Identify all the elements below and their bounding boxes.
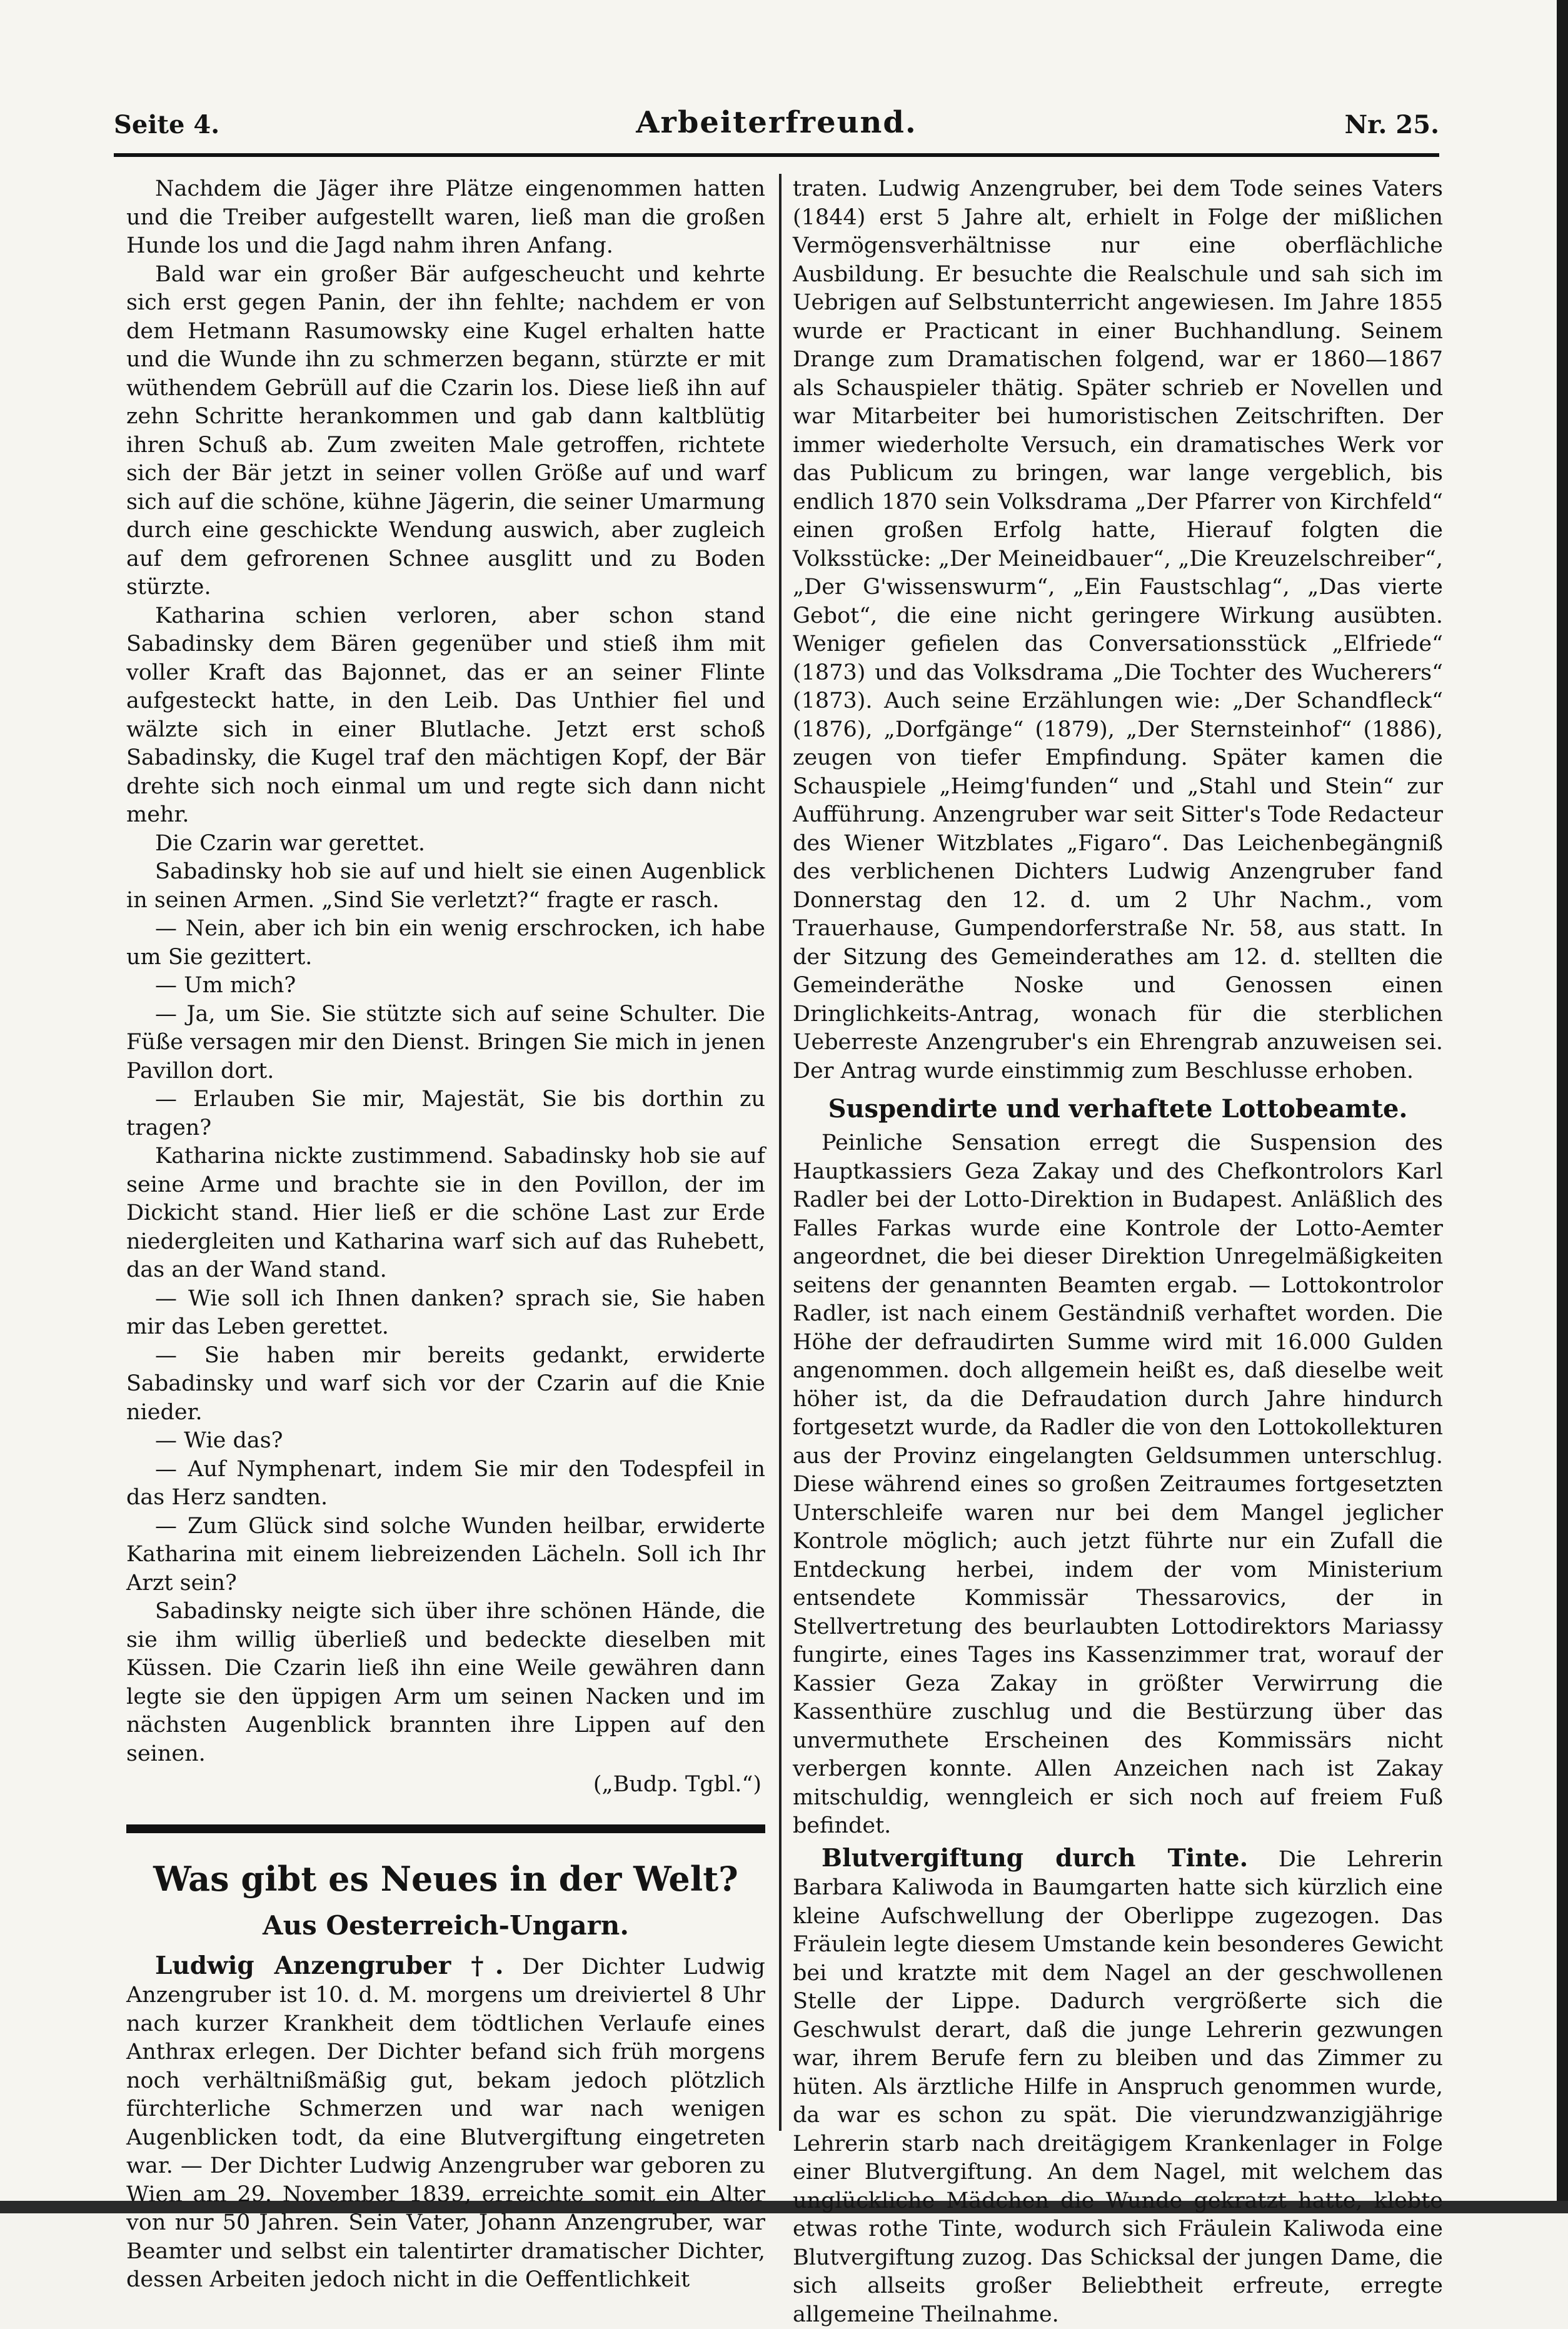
story-paragraph: — Wie soll ich Ihnen danken? sprach sie, Sie haben mir das Leben gerettet. (126, 1285, 765, 1342)
story-paragraph: Katharina nickte zustimmend. Sabadinsky hob sie auf seine Arme und brachte sie in den Povillon, der im Dickicht stand. Hier ließ er die schöne Last zur Erde niedergleiten und Katharina warf sich auf das Ruhebett, das an der Wand stand. (126, 1142, 765, 1285)
running-head (114, 100, 1439, 150)
subsection-title: Aus Oesterreich-Ungarn. (126, 1907, 765, 1944)
newspaper-title: Arbeiterfreund. (114, 105, 1439, 140)
left-column (126, 175, 765, 2295)
article-lead: Blutvergiftung durch Tinte. (822, 1844, 1248, 1873)
article-anzengruber (126, 1952, 765, 2295)
article-text: Die Lehrerin Barbara Kaliwoda in Baumgarten hatte sich kürzlich eine kleine Aufschwellung der Oberlippe zugezogen. Das Fräulein legte diesem Umstande kein besonderes Gewicht bei und kratzte mit dem Nagel an der geschwollenen Stelle der Lippe. Dadurch vergrößerte sich die Geschwulst derart, daß die junge Lehrerin gezwungen war, ihrem Berufe fern zu bleiben und das Zimmer zu hüten. Als ärztliche Hilfe in Anspruch genommen wurde, da war es schon zu spät. Die vierundzwanzigjährige Lehrerin starb nach dreitägigem Krankenlager in Folge einer Blutvergiftung. An dem Nagel, mit welchem das unglückliche Mädchen die Wunde gekratzt hatte, klebte etwas rothe Tinte, wodurch sich Fräulein Kaliwoda eine Blutvergiftung zuzog. Das Schicksal der jungen Dame, die sich allseits großer Beliebtheit erfreute, erregte allgemeine Theilnahme. (793, 1847, 1443, 2327)
article-lotto: Peinliche Sensation erregt die Suspension des Hauptkassiers Geza Zakay und des Chefkontrolors Karl Radler bei der Lotto-Direktion in Budapest. Anläßlich des Falles Farkas wurde eine Kontrole der Lotto-Aemter angeordnet, die bei dieser Direktion Unregelmäßigkeiten seitens der genannten Beamten ergab. — Lottokontrolor Radler, ist nach einem Geständniß verhaftet worden. Die Höhe der defraudirten Summe wird mit 16.000 Gulden angenommen. doch allgemein heißt es, daß dieselbe weit höher ist, da die Defraudation durch Jahre hindurch fortgesetzt wurde, da Radler die von den Lottokollekturen aus der Provinz eingelangten Geldsummen unterschlug. Diese während eines so großen Zeitraumes fortgesetzten Unterschleife waren nur bei dem Mangel jeglicher Kontrole möglich; auch jetzt führte nur ein Zufall die Entdeckung herbei, indem der vom Ministerium entsendete Kommissär Thessarovics, der in Stellvertretung des beurlaubten Lottodirektors Mariassy fungirte, eines Tages ins Kassenzimmer trat, worauf der Kassier Geza Zakay in größter Verwirrung die Kassenthüre zuschlug und die Bestürzung über das unvermuthete Erscheinen des Kommissärs nicht verbergen konnte. Allen Anzeichen nach ist Zakay mitschuldig, wenngleich er sich noch auf freiem Fuß befindet. (793, 1129, 1443, 1841)
section-separator (126, 1824, 765, 1833)
story-paragraph: Sabadinsky neigte sich über ihre schönen Hände, die sie ihm willig überließ und bedeckte dieselben mit Küssen. Die Czarin ließ ihn eine Weile gewähren dann legte sie den üppigen Arm um seinen Nacken und im nächsten Augenblick brannten ihre Lippen auf den seinen. (126, 1597, 765, 1768)
story-paragraph: — Auf Nymphenart, indem Sie mir den Todespfeil in das Herz sandten. (126, 1456, 765, 1512)
article-lead: Ludwig Anzengruber †. (155, 1951, 504, 1980)
story-paragraph: — Sie haben mir bereits gedankt, erwiderte Sabadinsky und warf sich vor der Czarin auf die Knie nieder. (126, 1342, 765, 1427)
story-paragraph: — Ja, um Sie. Sie stützte sich auf seine Schulter. Die Füße versagen mir den Dienst. Bringen Sie mich in jenen Pavillon dort. (126, 1000, 765, 1086)
story-paragraph: Sabadinsky hob sie auf und hielt sie einen Augenblick in seinen Armen. „Sind Sie verletzt?“ fragte er rasch. (126, 858, 765, 915)
page-number: Seite 4. (114, 110, 219, 139)
article-text: Der Dichter Ludwig Anzengruber ist 10. d. M. morgens um dreiviertel 8 Uhr nach kurzer Krankheit dem tödtlichen Verlaufe eines Anthrax erlegen. Der Dichter befand sich früh morgens noch verhältnißmäßig gut, bekam jedoch plötzlich fürchterliche Schmerzen und war nach wenigen Augenblicken todt, da eine Blutvergiftung eingetreten war. — Der Dichter Ludwig Anzengruber war geboren zu Wien am 29. November 1839, erreichte somit ein Alter von nur 50 Jahren. Sein Vater, Johann Anzengruber, war Beamter und selbst ein talentirter dramatischer Dichter, dessen Arbeiten jedoch nicht in die Oeffentlichkeit (126, 1954, 765, 2293)
article-ink (793, 1844, 1443, 2329)
scan-edge-right (1557, 0, 1568, 2213)
right-column (793, 175, 1443, 2329)
column-divider (779, 174, 781, 2131)
section-title: Was gibt es Neues in der Welt? (126, 1857, 765, 1901)
story-paragraph: Nachdem die Jäger ihre Plätze eingenommen hatten und die Treiber aufgestellt waren, ließ man die großen Hunde los und die Jagd nahm ihren Anfang. (126, 175, 765, 261)
article-continuation: traten. Ludwig Anzengruber, bei dem Tode seines Vaters (1844) erst 5 Jahre alt, erhielt in Folge der mißlichen Vermögensverhältnisse nur eine oberflächliche Ausbildung. Er besuchte die Realschule und sah sich im Uebrigen auf Selbstunterricht angewiesen. Im Jahre 1855 wurde er Practicant in einer Buchhandlung. Seinem Drange zum Dramatischen folgend, war er 1860—1867 als Schauspieler thätig. Später schrieb er Novellen und war Mitarbeiter bei humoristischen Zeitschriften. Der immer wiederholte Versuch, ein dramatisches Werk vor das Publicum zu bringen, war lange vergeblich, bis endlich 1870 sein Volksdrama „Der Pfarrer von Kirchfeld“ einen großen Erfolg hatte, Hierauf folgten die Volksstücke: „Der Meineidbauer“, „Die Kreuzelschreiber“, „Der G'wissenswurm“, „Ein Faustschlag“, „Das vierte Gebot“, die eine nicht geringere Wirkung ausübten. Weniger gefielen das Conversationsstück „Elfriede“ (1873) und das Volksdrama „Die Tochter des Wucherers“ (1873). Auch seine Erzählungen wie: „Der Schandfleck“ (1876), „Dorfgänge“ (1879), „Der Sternsteinhof“ (1886), zeugen von tiefer Empfindung. Später kamen die Schauspiele „Heimg'funden“ und „Stahl und Stein“ zur Aufführung. Anzengruber war seit Sitter's Tode Redacteur des Wiener Witzblates „Figaro“. Das Leichenbegängniß des verblichenen Dichters Ludwig Anzengruber fand Donnerstag den 12. d. um 2 Uhr Nachm., vom Trauerhause, Gumpendorferstraße Nr. 58, aus statt. In der Sitzung des Gemeinderathes am 12. d. stellten die Gemeinderäthe Noske und Genossen einen Dringlichkeits-Antrag, wonach für die sterblichen Ueberreste Anzengruber's ein Ehrengrab anzuweisen sei. Der Antrag wurde einstimmig zum Beschlusse erhoben. (793, 175, 1443, 1085)
story-paragraph: — Zum Glück sind solche Wunden heilbar, erwiderte Katharina mit einem liebreizenden Lächeln. Soll ich Ihr Arzt sein? (126, 1512, 765, 1598)
story-paragraph: — Um mich? (126, 972, 765, 1000)
issue-number: Nr. 25. (1345, 110, 1439, 139)
story-paragraph: — Nein, aber ich bin ein wenig erschrocken, ich habe um Sie gezittert. (126, 915, 765, 972)
header-rule (114, 153, 1439, 157)
story-paragraph: Bald war ein großer Bär aufgescheucht und kehrte sich erst gegen Panin, der ihn fehlte; nachdem er von dem Hetmann Rasumowsky eine Kugel erhalten hatte und die Wunde ihn zu schmerzen begann, stürzte er mit wüthendem Gebrüll auf die Czarin los. Diese ließ ihn auf zehn Schritte herankommen und gab dann kaltblütig ihren Schuß ab. Zum zweiten Male getroffen, richtete sich der Bär jetzt in seiner vollen Größe auf und warf sich auf die schöne, kühne Jägerin, die seiner Umarmung durch eine geschickte Wendung auswich, aber zugleich auf dem gefrorenen Schnee ausglitt und zu Boden stürzte. (126, 261, 765, 602)
story-paragraph: Katharina schien verloren, aber schon stand Sabadinsky dem Bären gegenüber und stieß ihm mit voller Kraft das Bajonnet, das er an seiner Flinte aufgesteckt hatte, in den Leib. Das Unthier fiel und wälzte sich in einer Blutlache. Jetzt erst schoß Sabadinsky, die Kugel traf den mächtigen Kopf, der Bär drehte sich noch einmal um und regte sich dann nicht mehr. (126, 602, 765, 830)
story-paragraph: Die Czarin war gerettet. (126, 830, 765, 858)
story-paragraph: — Wie das? (126, 1427, 765, 1456)
story-source: („Budp. Tgbl.“) (126, 1771, 761, 1799)
story-paragraph: — Erlauben Sie mir, Majestät, Sie bis dorthin zu tragen? (126, 1085, 765, 1142)
article-headline: Suspendirte und verhaftete Lottobeamte. (793, 1092, 1443, 1127)
